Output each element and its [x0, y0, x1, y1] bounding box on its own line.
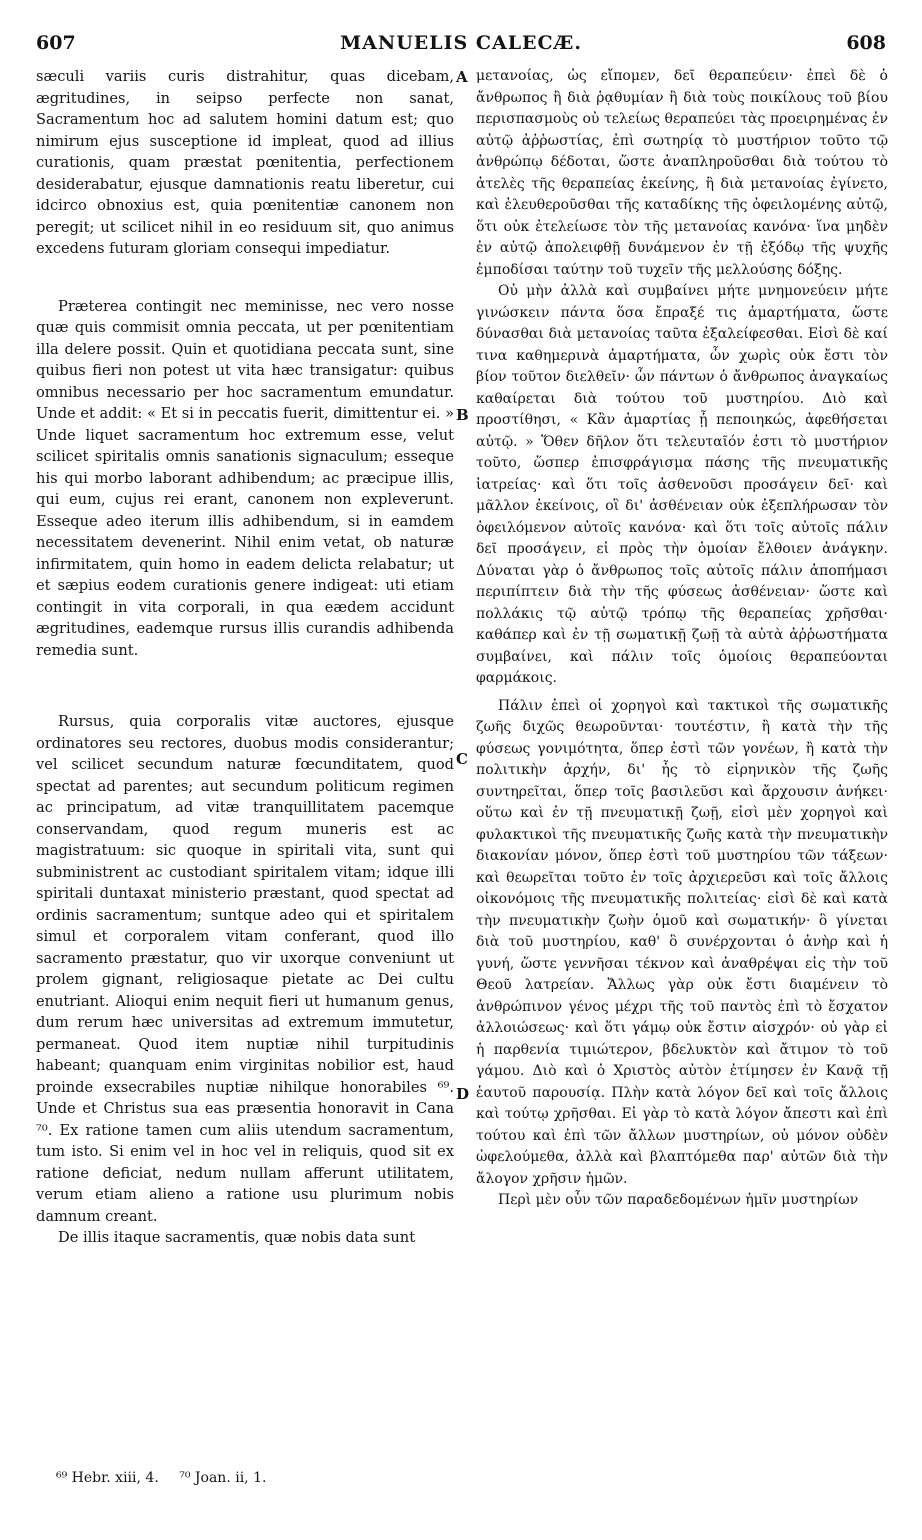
margin-marker-b: B [456, 406, 469, 424]
running-title: MANUELIS CALECÆ. [340, 32, 582, 54]
margin-marker-d: D [456, 1085, 470, 1103]
margin-marker-a: A [456, 68, 468, 86]
latin-column [36, 66, 454, 1249]
greek-paragraph: μετανοίας, ὡς εἴπομεν, δεῖ θεραπεύειν· ἐπεὶ δὲ ὁ ἄνθρωπος ἢ διὰ ῥᾳθυμίαν ἢ διὰ τοὺς ποικίλους τοῦ βίου περισπασμοὺς οὐ τελείως θεραπεύει τὰς προειρημένας ἐν αὐτῷ ἀῤῥωστίας, ἐπὶ σωτηρίᾳ τὸ μυστήριον τοῦτο τῷ ἀνθρώπῳ δέδοται, ὥστε ἀναπληροῦσθαι διὰ τούτου τὸ ἀτελὲς τῆς θεραπείας ἐκείνης, ἣ διὰ μετανοίας ἐγίνετο, καὶ ἐλευθεροῦσθαι τῆς καταδίκης τῆς ὀφειλομένης αὐτῷ, ὅτι οὐκ ἐτελείωσε τὸν τῆς μετανοίας κανόνα· ἵνα μηδὲν ἐν αὐτῷ ἀπολειφθῇ δυνάμενον ἐν τῇ ἐξόδῳ τῆς ψυχῆς ἐμποδίσαι ταύτην τοῦ τυχεῖν τῆς μελλούσης δόξης. [476, 68, 888, 278]
greek-paragraph: Περὶ μὲν οὖν τῶν παραδεδομένων ἡμῖν μυστηρίων [498, 1192, 859, 1208]
page-number-right: 608 [846, 32, 886, 54]
latin-paragraph: sæculi variis curis distrahitur, quas dicebam, ægritudines, in seipso perfecte non sanat, Sacramentum hoc ad salutem homini datum est; quo nimirum ejus susceptione id impleat, quod ad illius curationis, quam præstat pœnitentia, perfectionem desiderabatur, ejusque damnationis reatu liberetur, cui idcirco obnoxius est, quia pœnitentiæ canonem non peregit; ut scilicet nihil in eo residuum sit, quo animus excedens futuram gloriam consequi impediatur. [36, 68, 454, 257]
margin-marker-c: C [456, 750, 468, 768]
greek-column [476, 66, 888, 1212]
latin-paragraph: De illis itaque sacramentis, quæ nobis data sunt [58, 1229, 416, 1246]
footnotes [56, 1470, 266, 1486]
greek-paragraph: Οὐ μὴν ἀλλὰ καὶ συμβαίνει μήτε μνημονεύειν μήτε γινώσκειν πάντα ὅσα ἔπραξέ τις ἁμαρτήματα, ὥστε δύνασθαι διὰ μετανοίας ταῦτα ἐξαλείφεσθαι. Εἰσὶ δὲ καί τινα καθημερινὰ ἁμαρτήματα, ὧν χωρὶς οὐκ ἔστι τὸν βίον τοῦτον διελθεῖν· ὧν πάντων ὁ ἄνθρωπος ἀναγκαίως καθαίρεται διὰ τούτου τοῦ μυστηρίου. Διὸ καὶ προστίθησι, « Κἂν ἁμαρτίας ᾖ πεποιηκώς, ἀφεθήσεται αὐτῷ. » Ὅθεν δῆλον ὅτι τελευταῖόν ἐστι τὸ μυστήριον τοῦτο, ὥσπερ ἐπισφράγισμα πάσης τῆς πνευματικῆς ἰατρείας· καὶ ὅτι τοῖς ἀσθενοῦσι προσάγειν δεῖ· καὶ μᾶλλον ἐκείνοις, οἳ δι' ἀσθένειαν οὐκ ἐξεπλήρωσαν τὸν ὀφειλόμενον αὐτοῖς κανόνα· καὶ ὅτι τοῖς αὐτοῖς πάλιν δεῖ προσάγειν, εἰ πρὸς τὴν ὁμοίαν ἔλθοιεν ἀνάγκην. Δύναται γὰρ ὁ ἄνθρωπος τοῖς αὐτοῖς πάλιν ἀποπήμασι περιπίπτειν διὰ τὴν τῆς φύσεως ἀσθένειαν· ὥστε καὶ πολλάκις τῷ αὐτῷ τρόπῳ τῆς θεραπείας χρῆσθαι· καθάπερ καὶ ἐν τῇ σωματικῇ ζωῇ τὰ αὐτὰ ἀῤῥωστήματα συμβαίνει, καὶ πάλιν τοῖς ὁμοίοις θεραπεύονται φαρμάκοις. [476, 283, 888, 686]
footnote-70: ⁷⁰ Joan. ii, 1. [179, 1470, 267, 1486]
latin-paragraph: Præterea contingit nec meminisse, nec vero nosse quæ quis commisit omnia peccata, ut per pœnitentiam illa delere possit. Quin et quotidiana peccata sunt, sine quibus fieri non potest ut vita hæc transigatur: quibus omnibus necessario per hoc sacramentum emundatur. Unde et addit: « Et si in peccatis fuerit, dimittentur ei. » Unde liquet sacramentum hoc extremum esse, velut scilicet spiritalis omnis sanationis signaculum; esseque his qui morbo laborant adhibendum; ac præcipue illis, qui eum, cujus rei erant, canonem non expleverunt. Esseque adeo iterum illis adhibendum, si in eamdem necessitatem devenerint. Nihil enim vetat, ob naturæ infirmitatem, quin homo in eadem delicta relabatur; ut et sæpius eodem curationis genere indigeat: uti etiam contingit in vita corporali, in qua eædem accidunt ægritudines, eademque rursus illis curandis adhibenda remedia sunt. [36, 297, 454, 659]
footnote-69: ⁶⁹ Hebr. xiii, 4. [56, 1470, 159, 1486]
page-number-left: 607 [36, 32, 76, 54]
greek-paragraph: Πάλιν ἐπεὶ οἱ χορηγοὶ καὶ τακτικοὶ τῆς σωματικῆς ζωῆς διχῶς θεωροῦνται· τουτέστιν, ἢ κατὰ τὴν τῆς φύσεως γονιμότητα, ὅπερ ἐστὶ τῶν γονέων, ἢ κατὰ τὴν πολιτικὴν ἀρχήν, δι' ἧς τὸ εἰρηνικὸν τῆς ζωῆς συντηρεῖται, ὅπερ τοῖς βασιλεῦσι καὶ ἄρχουσιν ἀνήκει· οὕτω καὶ ἐν τῇ πνευματικῇ ζωῇ, εἰσὶ μὲν χορηγοὶ καὶ φυλακτικοὶ τῆς πνευματικῆς ζωῆς κατὰ τὴν πνευματικὴν διακονίαν μόνον, ὅπερ ἐστὶ τοῦ μυστηρίου τῶν τάξεων· καὶ θεωρεῖται τοῦτο ἐν τοῖς ἀρχιερεῦσι καὶ τοῖς ἄλλοις οἰκονόμοις τῆς πνευματικῆς πολιτείας· εἰσὶ δὲ καὶ κατὰ τὴν πνευματικὴν ζωὴν ὁμοῦ καὶ σωματικήν· ὃ γίνεται διὰ τοῦ μυστηρίου, καθ' ὃ συνέρχονται ὁ ἀνὴρ καὶ ἡ γυνή, ὥστε γεννῆσαι τέκνον καὶ ἀναθρέψαι εἰς τὴν τοῦ Θεοῦ λατρείαν. Ἄλλως γὰρ οὐκ ἔστι διαμένειν τὸ ἀνθρώπινον γένος μέχρι τῆς τοῦ παντὸς ἐπὶ τὸ ἔσχατον ἀλλοιώσεως· καὶ ὅτι γάμῳ οὐκ ἔστιν αἰσχρόν· οὐ γὰρ εἰ ἡ παρθενία τιμιώτερον, βδελυκτὸν καὶ ἄτιμον τὸ τοῦ γάμου. Διὸ καὶ ὁ Χριστὸς αὐτὸν ἐτίμησεν ἐν Κανᾷ τῇ ἑαυτοῦ παρουσίᾳ. Πλὴν κατὰ λόγον δεῖ καὶ τοῖς ἄλλοις καὶ τούτῳ χρῆσθαι. Εἰ γὰρ τὸ κατὰ λόγον ἄπεστι καὶ ἐπὶ τούτου καὶ ἐπὶ τῶν ἄλλων μυστηρίων, οὐ μόνον οὐδὲν ὠφελούμεθα, ἀλλὰ καὶ βλαπτόμεθα παρ' αὐτῶν διὰ τὴν ἄλογον χρῆσιν ἡμῶν. [476, 697, 888, 1187]
latin-paragraph: Rursus, quia corporalis vitæ auctores, ejusque ordinatores seu rectores, duobus modis considerantur; vel scilicet secundum naturæ fœcunditatem, quod spectat ad parentes; aut secundum politicum regimen ac principatum, ad vitæ tranquillitatem pacemque conservandam, quod regum muneris est ac magistratuum: sic quoque in spiritali vita, sunt qui subministrent ac custodiant spiritalem vitam; idque illi spiritali duntaxat ministerio præstant, quod spectat ad ordinis sacramentum; suntque adeo qui et spiritalem simul et corporalem vitam conferant, quod illo sacramento præstatur, quo vir uxorque conveniunt ut prolem gignant, religiosaque pietate ac Dei cultu enutriant. Alioqui enim nequit fieri ut humanum genus, dum rerum hæc universitas ad extremum immutetur, permaneat. Quod item nuptiæ nihil turpitudinis habeant; quanquam enim virginitas nobilior est, haud proinde exsecrabiles nuptiæ nihilque honorabiles ⁶⁹. Unde et Christus sua eas præsentia honoravit in Cana ⁷⁰. Ex ratione tamen cum aliis utendum sacramentum, tum isto. Si enim vel in hoc vel in reliquis, quod sit ex ratione deficiat, nedum nullam afferunt utilitatem, verum etiam alieno a ratione usu plurimum nobis damnum creant. [36, 713, 454, 1225]
page-header [36, 32, 886, 66]
